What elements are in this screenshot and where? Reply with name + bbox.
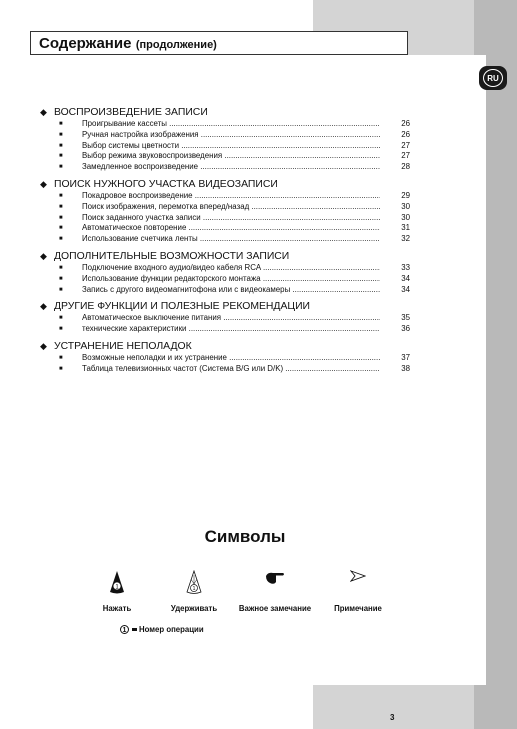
title-main: Содержание: [39, 35, 132, 52]
footnote-dash: [132, 628, 137, 631]
toc-section-title: ДОПОЛНИТЕЛЬНЫЕ ВОЗМОЖНОСТИ ЗАПИСИ: [54, 250, 290, 262]
note-arrow-icon: [350, 570, 366, 582]
toc-section: [40, 177, 410, 245]
square-bullet-icon: ■: [59, 275, 63, 282]
toc-section-heading: [40, 105, 410, 119]
toc-entry-page: 38: [401, 363, 410, 373]
toc-entry-page: 30: [401, 212, 410, 222]
toc-entry-page: 31: [401, 223, 410, 233]
toc-entry: [40, 234, 410, 245]
toc-section: [40, 105, 410, 173]
toc-entry-text: Покадровое воспроизведение .....: [82, 191, 380, 202]
diamond-bullet-icon: ◆: [40, 178, 47, 189]
diamond-bullet-icon: ◆: [40, 340, 47, 351]
toc-entry-text: Подключение входного аудио/видео кабеля RCA .....: [82, 263, 380, 274]
square-bullet-icon: ■: [59, 286, 63, 293]
toc-entry-text: Замедленное воспроизведение .....: [82, 162, 380, 173]
press-icon: [107, 570, 127, 596]
toc-section-heading: [40, 249, 410, 263]
toc-entry-page: 27: [401, 151, 410, 161]
toc-entry-text: Использование счетчика ленты .....: [82, 234, 380, 245]
press-label: Нажать: [102, 604, 132, 613]
toc-section-heading: [40, 299, 410, 313]
press-icon-number: 1: [115, 584, 119, 591]
square-bullet-icon: ■: [59, 192, 63, 199]
square-bullet-icon: ■: [59, 203, 63, 210]
toc-entry-text: Ручная настройка изображения .....: [82, 130, 380, 141]
toc-entry-text: Использование функции редакторского монтажа .....: [82, 274, 380, 285]
toc-entry: [40, 324, 410, 335]
symbols-title: Символы: [204, 527, 286, 546]
toc-entry-text: Выбор режима звуковоспроизведения .....: [82, 151, 380, 162]
diamond-bullet-icon: ◆: [40, 107, 47, 117]
square-bullet-icon: ■: [59, 121, 63, 127]
toc-entry: [40, 213, 410, 224]
hold-label: Удерживать: [170, 604, 218, 613]
operation-number-footnote: [120, 625, 204, 634]
page-number: 3: [390, 713, 395, 722]
toc-entry-text: Автоматическое выключение питания .....: [82, 313, 380, 324]
square-bullet-icon: ■: [59, 354, 63, 361]
toc-entry-page: 29: [401, 190, 410, 200]
toc-entry-page: 34: [401, 273, 410, 283]
toc-entry: [40, 151, 410, 162]
square-bullet-icon: ■: [59, 236, 63, 243]
toc-entry-page: 36: [401, 324, 410, 334]
toc-entry-text: Таблица телевизионных частот (Система B/G или D/K) .....: [82, 364, 380, 375]
diamond-bullet-icon: ◆: [40, 301, 47, 312]
toc-entry: [40, 141, 410, 152]
toc-entry-text: Поиск изображения, перемотка вперед/назад .....: [82, 202, 380, 213]
toc-entry-page: 34: [401, 284, 410, 294]
toc-section-heading: [40, 177, 410, 191]
toc-entry: [40, 364, 410, 375]
square-bullet-icon: ■: [59, 365, 63, 372]
toc-entry: [40, 274, 410, 285]
toc-entry-page: 26: [401, 129, 410, 139]
toc-entry-page: 27: [401, 140, 410, 150]
toc-section: [40, 299, 410, 335]
toc-entry-text: Выбор системы цветности .....: [82, 141, 380, 152]
important-label: Важное замечание: [238, 604, 312, 613]
hold-icon-number: 1: [192, 586, 196, 592]
toc-entry-page: 26: [401, 119, 410, 128]
diamond-bullet-icon: ◆: [40, 250, 47, 261]
toc-section-title: ДРУГИЕ ФУНКЦИИ И ПОЛЕЗНЫЕ РЕКОМЕНДАЦИИ: [54, 301, 311, 313]
toc-entry: [40, 162, 410, 173]
note-symbol: [313, 570, 403, 582]
toc-entry: [40, 313, 410, 324]
toc-entry-page: 35: [401, 313, 410, 323]
note-label: Примечание: [334, 604, 382, 613]
toc-section-title: УСТРАНЕНИЕ НЕПОЛАДОК: [54, 340, 192, 352]
pointing-hand-icon: [264, 570, 286, 586]
toc-entry-text: технические характеристики .....: [82, 324, 380, 335]
toc-entry-page: 33: [401, 262, 410, 272]
page-title: [30, 31, 408, 55]
toc-section-heading: [40, 339, 410, 353]
square-bullet-icon: ■: [59, 142, 63, 149]
toc-entry-page: 28: [401, 162, 410, 172]
toc-entry-text: Возможные неполадки и их устранение .....: [82, 353, 380, 364]
language-badge: [479, 66, 507, 90]
important-symbol: [230, 570, 320, 586]
square-bullet-icon: ■: [59, 264, 63, 271]
toc-entry-text: Проигрывание кассеты .....: [82, 119, 380, 130]
language-badge-label: RU: [483, 69, 503, 87]
toc-entry: [40, 130, 410, 141]
square-bullet-icon: ■: [59, 315, 63, 322]
toc-entry-page: 37: [401, 352, 410, 362]
square-bullet-icon: ■: [59, 131, 63, 138]
square-bullet-icon: ■: [59, 164, 63, 171]
toc-entry: [40, 119, 410, 130]
square-bullet-icon: ■: [59, 326, 63, 333]
toc-entry: [40, 353, 410, 364]
toc-entry-text: Поиск заданного участка записи .....: [82, 213, 380, 224]
toc-section-title: ПОИСК НУЖНОГО УЧАСТКА ВИДЕОЗАПИСИ: [54, 178, 278, 190]
toc-section: [40, 339, 410, 375]
hold-icon: [184, 570, 204, 596]
toc-section: [40, 249, 410, 295]
toc-entry: [40, 263, 410, 274]
table-of-contents: [40, 105, 410, 379]
toc-entry-page: 32: [401, 234, 410, 244]
toc-section-title: ВОСПРОИЗВЕДЕНИЕ ЗАПИСИ: [54, 107, 208, 118]
hold-symbol: [149, 570, 239, 596]
square-bullet-icon: ■: [59, 153, 63, 160]
toc-entry: [40, 285, 410, 296]
toc-entry-text: Автоматическое повторение .....: [82, 223, 380, 234]
operation-number-marker: 1: [120, 625, 129, 634]
title-subtitle: (продолжение): [135, 39, 217, 51]
toc-entry-page: 30: [401, 201, 410, 211]
operation-number-text: Номер операции: [139, 625, 204, 634]
toc-entry: [40, 223, 410, 234]
toc-entry: [40, 191, 410, 202]
square-bullet-icon: ■: [59, 214, 63, 221]
toc-entry: [40, 202, 410, 213]
toc-entry-text: Запись с другого видеомагнитофона или с видеокамеры .....: [82, 285, 380, 296]
square-bullet-icon: ■: [59, 225, 63, 232]
